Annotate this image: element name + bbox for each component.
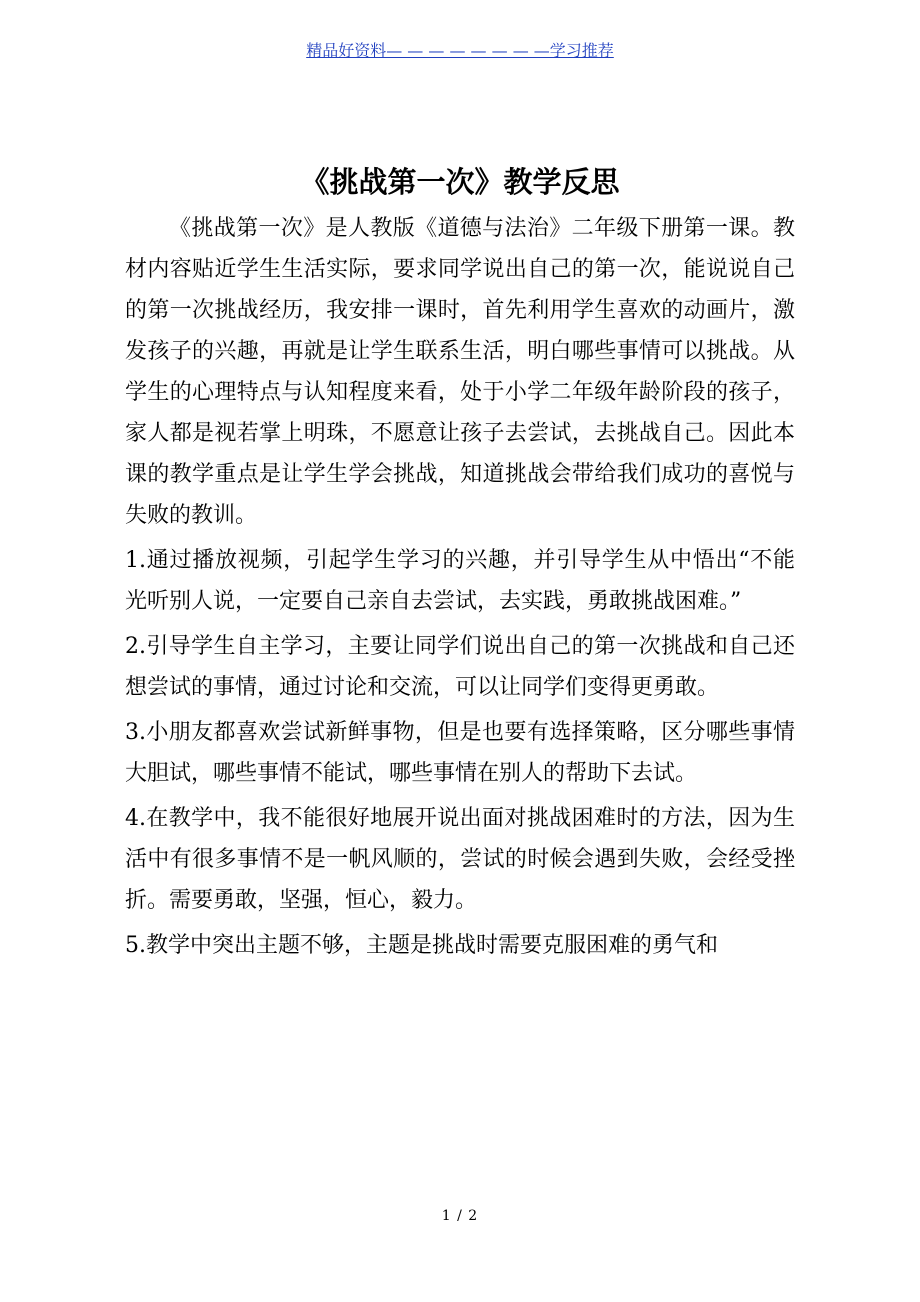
document-body	[125, 208, 795, 966]
list-item: 1.通过播放视频，引起学生学习的兴趣，并引导学生从中悟出“不能光听别人说，一定要自己亲自去尝试，去实践，勇敢挑战困难。”	[125, 548, 795, 614]
document-title: 《挑战第一次》教学反思	[300, 165, 620, 199]
page-number: 1 / 2	[441, 1208, 479, 1224]
intro-paragraph: 《挑战第一次》是人教版《道德与法治》二年级下册第一课。教材内容贴近学生生活实际，要求同学说出自己的第一次，能说说自己的第一次挑战经历，我安排一课时，首先利用学生喜欢的动画片，激发孩子的兴趣，再就是让学生联系生活，明白哪些事情可以挑战。从学生的心理特点与认知程度来看，处于小学二年级年龄阶段的孩子，家人都是视若掌上明珠，不愿意让孩子去尝试，去挑战自己。因此本课的教学重点是让学生学会挑战，知道挑战会带给我们成功的喜悦与失败的教训。	[125, 216, 795, 528]
list-item: 3.小朋友都喜欢尝试新鲜事物，但是也要有选择策略，区分哪些事情大胆试，哪些事情不能试，哪些事情在别人的帮助下去试。	[125, 720, 795, 786]
list-item: 4.在教学中，我不能很好地展开说出面对挑战困难时的方法，因为生活中有很多事情不是一帆风顺的，尝试的时候会遇到失败，会经受挫折。需要勇敢，坚强，恒心，毅力。	[125, 806, 795, 913]
list-item: 5.教学中突出主题不够，主题是挑战时需要克服困难的勇气和	[125, 933, 718, 958]
list-item: 2.引导学生自主学习，主要让同学们说出自己的第一次挑战和自己还想尝试的事情，通过讨论和交流，可以让同学们变得更勇敢。	[125, 634, 795, 700]
page-header-link[interactable]: 精品好资料— — — — — — — —学习推荐	[306, 41, 614, 60]
